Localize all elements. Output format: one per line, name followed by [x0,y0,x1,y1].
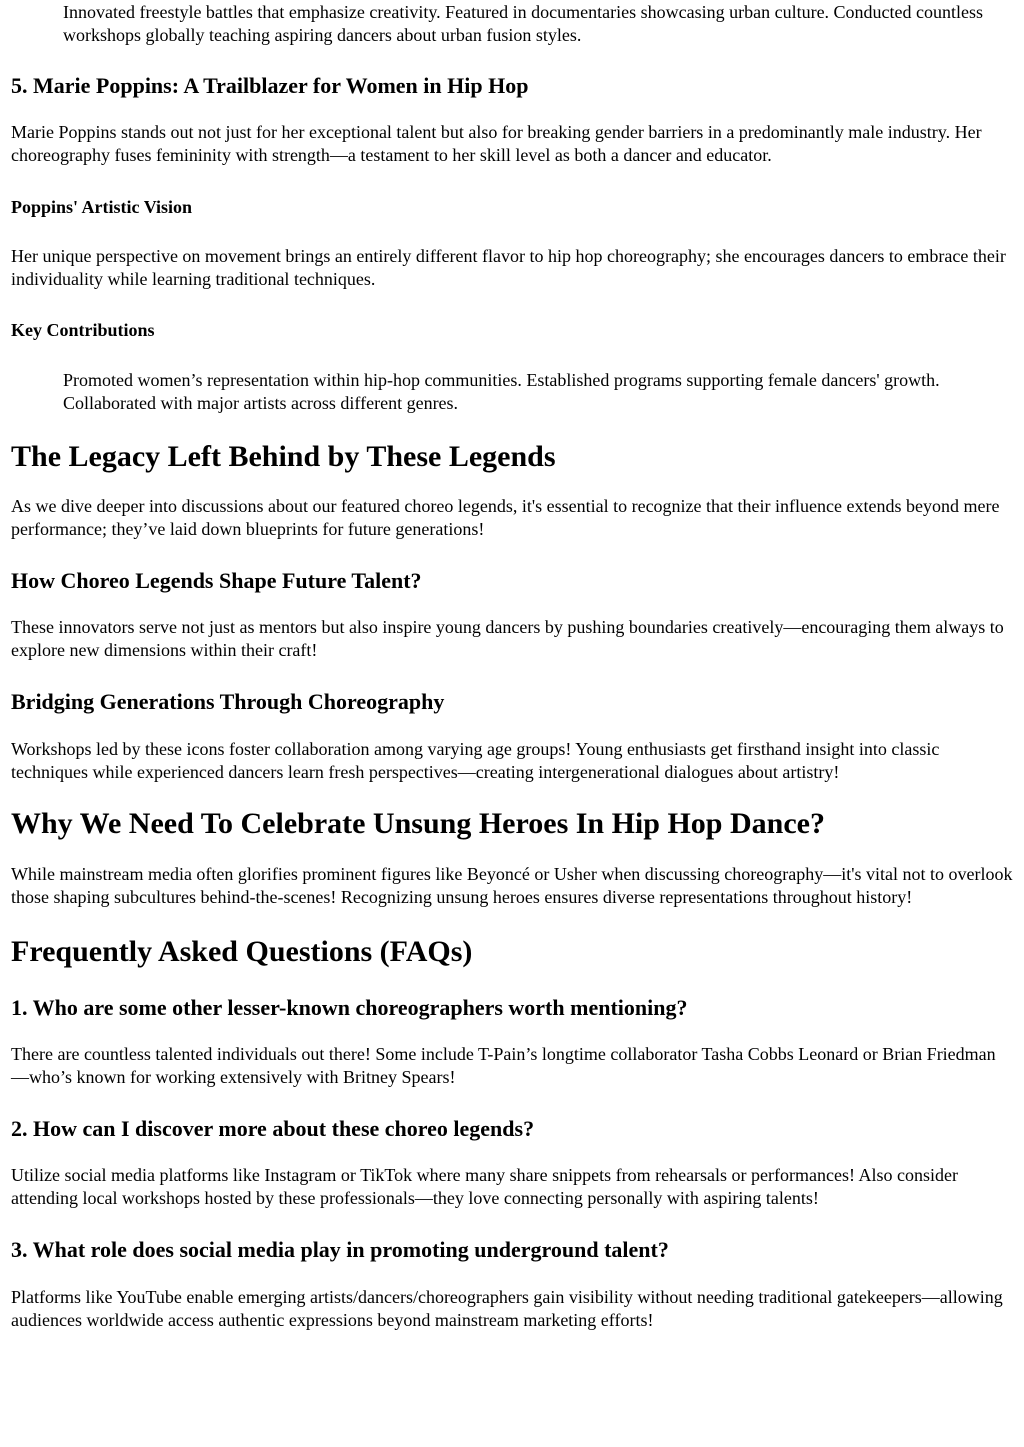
artistic-vision-text: Her unique perspective on movement brings an entirely different flavor to hip hop choreography; she encourages dancers to embrace their individuality while learning traditional techniques. [11,246,1006,289]
bridging-generations-text: Workshops led by these icons foster collaboration among varying age groups! Young enthusiasts get firsthand insight into classic techniques while experienced dancers learn fresh perspectives—creating intergenerational dialogues about artistry! [11,739,940,782]
faq-answer-2: Utilize social media platforms like Instagram or TikTok where many share snippets from rehearsals or performances! Also consider attending local workshops hosted by these professionals—they love connecting personally with aspiring talents! [11,1165,958,1208]
section-heading-faq: Frequently Asked Questions (FAQs) [11,935,473,968]
shape-talent-text: These innovators serve not just as mentors but also inspire young dancers by pushing boundaries creatively—encouraging them always to explore new dimensions within their craft! [11,617,1004,660]
subheading-key-contributions: Key Contributions [11,320,155,340]
section-heading-marie-poppins: 5. Marie Poppins: A Trailblazer for Women in Hip Hop [11,73,529,98]
legacy-text: As we dive deeper into discussions about our featured choreo legends, it's essential to recognize that their influence extends beyond mere performance; they’ve laid down blueprints for future generations! [11,496,1000,539]
article-body [0,1,1024,1332]
section-heading-celebrate: Why We Need To Celebrate Unsung Heroes In Hip Hop Dance? [11,807,825,840]
faq-answer-3: Platforms like YouTube enable emerging artists/dancers/choreographers gain visibility without needing traditional gatekeepers—allowing audiences worldwide access authentic expressions beyond mainstream marketing efforts! [11,1287,1003,1330]
faq-question-1: 1. Who are some other lesser-known choreographers worth mentioning? [11,995,688,1020]
faq-question-3: 3. What role does social media play in promoting underground talent? [11,1237,669,1262]
celebrate-text: While mainstream media often glorifies prominent figures like Beyoncé or Usher when discussing choreography—it's vital not to overlook those shaping subcultures behind-the-scenes! Recognizing unsung heroes ensures diverse representations throughout history! [11,864,1013,907]
subheading-artistic-vision: Poppins' Artistic Vision [11,197,193,217]
subheading-bridging-generations: Bridging Generations Through Choreography [11,689,445,714]
section-heading-legacy: The Legacy Left Behind by These Legends [11,440,556,473]
subheading-shape-talent: How Choreo Legends Shape Future Talent? [11,568,422,593]
key-contributions-quote: Promoted women’s representation within hip-hop communities. Established programs supporting female dancers' growth. Collaborated with major artists across different genres. [63,370,940,413]
faq-answer-1: There are countless talented individuals out there! Some include T-Pain’s longtime collaborator Tasha Cobbs Leonard or Brian Friedman—who’s known for working extensively with Britney Spears! [11,1044,996,1087]
faq-question-2: 2. How can I discover more about these choreo legends? [11,1116,535,1141]
contributions-quote: Innovated freestyle battles that emphasize creativity. Featured in documentaries showcasing urban culture. Conducted countless workshops globally teaching aspiring dancers about urban fusion styles. [63,2,984,45]
marie-poppins-intro: Marie Poppins stands out not just for her exceptional talent but also for breaking gender barriers in a predominantly male industry. Her choreography fuses femininity with strength—a testament to her skill level as both a dancer and educator. [11,122,982,165]
